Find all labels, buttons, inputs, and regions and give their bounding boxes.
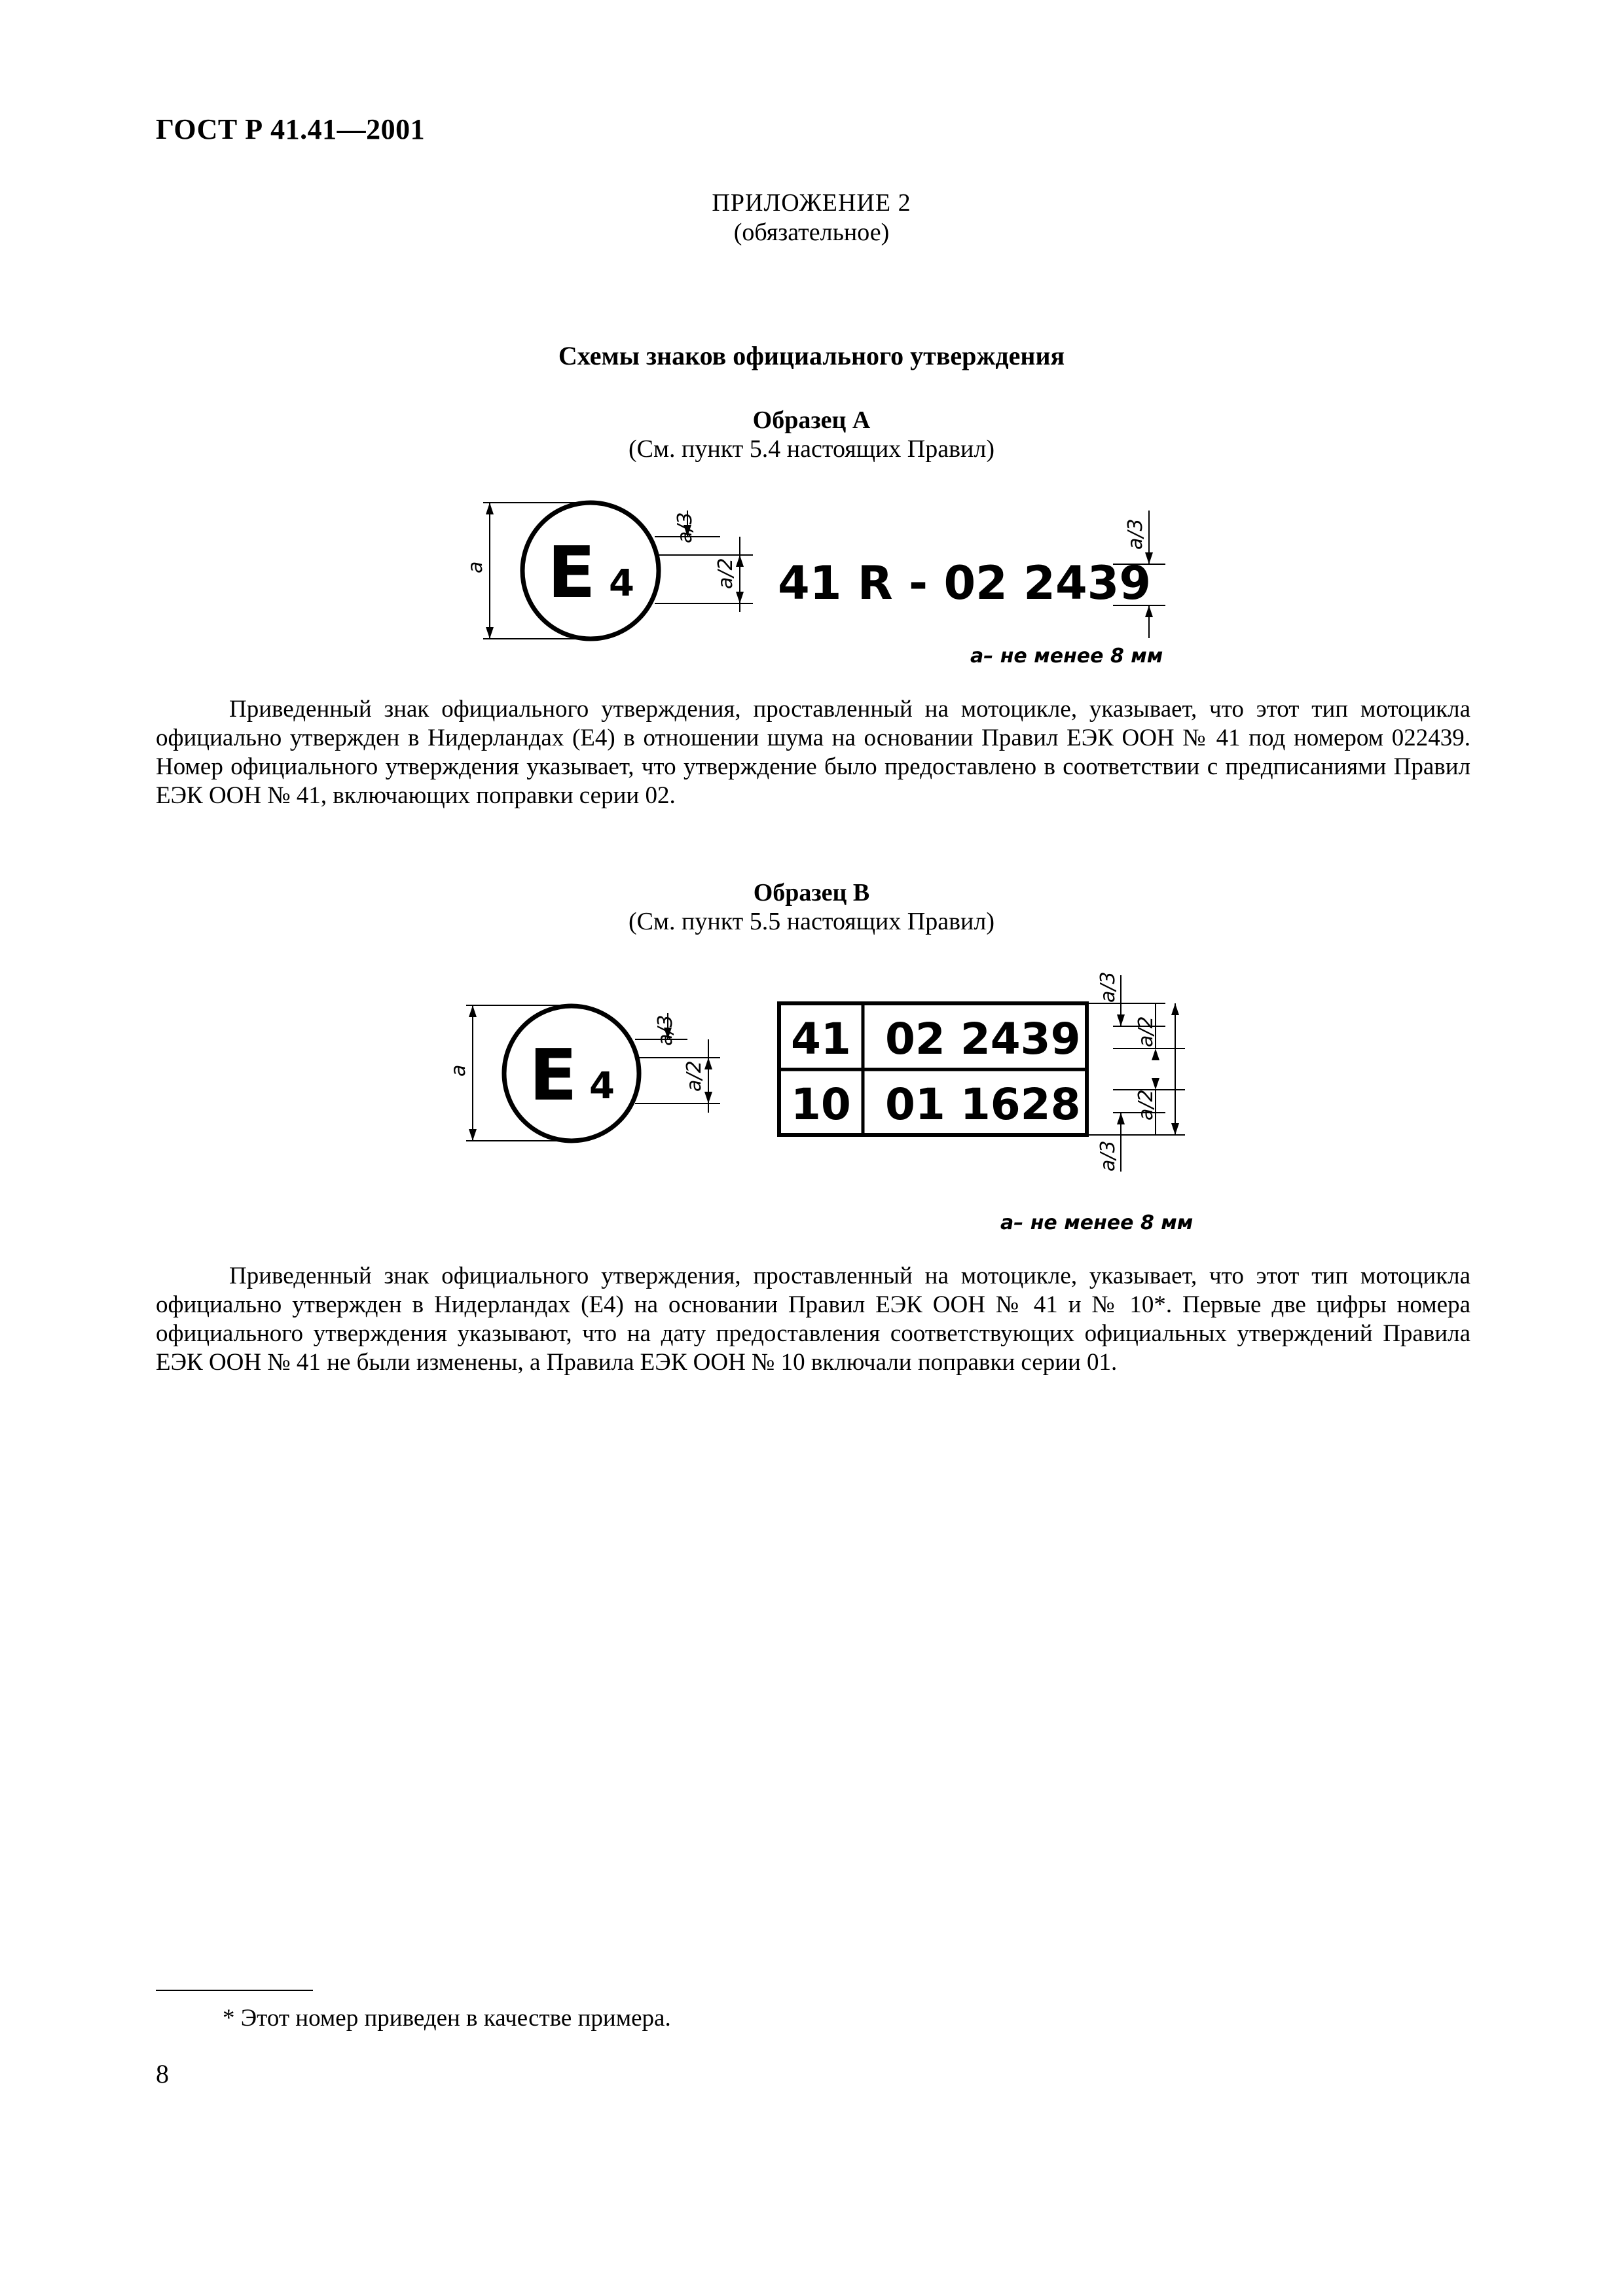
page-number: 8: [156, 2059, 169, 2089]
document-id: ГОСТ Р 41.41—2001: [156, 113, 426, 145]
sample-a-mark-letter: E: [547, 532, 596, 614]
sample-a-paragraph: Приведенный знак официального утверждения, проставленный на мотоцикле, указывает, что этот тип мотоцикла официально утвержден в Нидерландах (Е4) в отношении шума на основании Правил ЕЭК ООН № 41 под номером 022439. Номер официального утверждения указывает, что утверждение было предоставлено в соответствии с предписаниями Правил ЕЭК ООН № 41, включающих поправки серии 02.: [156, 696, 1470, 809]
sample-a-dim-a: a: [464, 561, 487, 573]
sample-b-dim-a3-top: a/3: [1097, 971, 1120, 1003]
sample-a-title: Образец А: [752, 406, 871, 434]
sample-b-paragraph: Приведенный знак официального утверждения, проставленный на мотоцикле, указывает, что этот тип мотоцикла официально утвержден в Нидерландах (Е4) на основании Правил ЕЭК ООН № 41 и № 10*. Первые две цифры номера официального утверждения указывают, что на дату предоставления соответствующих официальных утверждений Правила ЕЭК ООН № 41 не были изменены, а Правила ЕЭК ООН № 10 включали поправки серии 01.: [156, 1263, 1470, 1376]
annex-subtitle: (обязательное): [733, 219, 890, 246]
footnote: * Этот номер приведен в качестве примера.: [223, 2005, 671, 2032]
sample-b-row1-regulation: 41: [791, 1014, 851, 1064]
sample-b-dim-a2-left: a/2: [683, 1060, 706, 1092]
sample-a-dim-a3-left: a/3: [674, 512, 697, 543]
sample-b-dim-a2-bottom: a/2: [1135, 1089, 1158, 1121]
sample-b-row1-approval: 02 2439: [885, 1014, 1081, 1064]
sample-b-row2-approval: 01 1628: [885, 1079, 1081, 1130]
sample-a-approval-text: 41 R - 02 2439: [778, 556, 1152, 610]
sample-a-note: a– не менее 8 мм: [970, 645, 1163, 668]
sample-b-dim-a: a: [447, 1064, 470, 1077]
sample-a-dim-a2: a/2: [714, 558, 737, 589]
sample-a-mark-country: 4: [609, 562, 634, 605]
sample-b-reference: (См. пункт 5.5 настоящих Правил): [628, 908, 994, 935]
sample-b-mark-country: 4: [589, 1065, 615, 1107]
sample-b-dim-a3-left: a/3: [654, 1014, 677, 1046]
section-title: Схемы знаков официального утверждения: [558, 341, 1065, 370]
footnote-divider: [156, 1990, 313, 1991]
sample-a-dim-a3-right: a/3: [1124, 518, 1147, 550]
sample-b-title: Образец В: [753, 879, 870, 906]
sample-b-dim-a2-top: a/2: [1135, 1016, 1158, 1047]
annex-title: ПРИЛОЖЕНИЕ 2: [712, 189, 911, 217]
sample-b-mark-letter: E: [529, 1035, 577, 1117]
sample-a-reference: (См. пункт 5.4 настоящих Правил): [628, 435, 994, 463]
sample-b-row2-regulation: 10: [791, 1079, 851, 1130]
sample-b-dim-a3-bottom: a/3: [1097, 1140, 1120, 1172]
sample-b-note: a– не менее 8 мм: [1000, 1211, 1194, 1234]
